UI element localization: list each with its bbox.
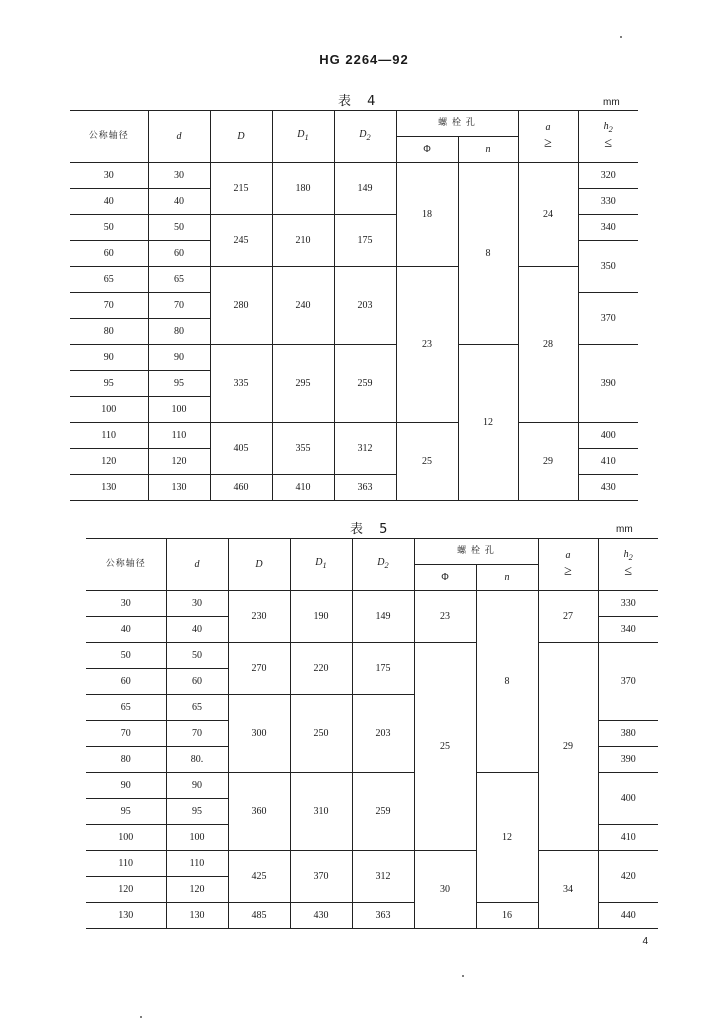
table-cell: 120 xyxy=(148,449,210,475)
table-cell: 420 xyxy=(598,851,658,903)
table-cell: 30 xyxy=(70,163,148,189)
table-cell: 390 xyxy=(578,345,638,423)
table-cell: 28 xyxy=(518,267,578,423)
table-cell: 65 xyxy=(148,267,210,293)
table-cell: 363 xyxy=(352,903,414,929)
table-cell: 270 xyxy=(228,643,290,695)
table-cell: 410 xyxy=(272,475,334,501)
table-cell: 330 xyxy=(598,591,658,617)
table-cell: 40 xyxy=(148,189,210,215)
table-cell: 350 xyxy=(578,241,638,293)
table4-header-a: a ≥ xyxy=(518,111,578,163)
table-cell: 30 xyxy=(86,591,166,617)
table4-header-D: D xyxy=(210,111,272,163)
table-cell: 60 xyxy=(86,669,166,695)
table-cell: 27 xyxy=(538,591,598,643)
table-cell: 8 xyxy=(476,591,538,773)
table-cell: 363 xyxy=(334,475,396,501)
table4 xyxy=(70,110,638,501)
table-cell: 310 xyxy=(290,773,352,851)
table-cell: 259 xyxy=(352,773,414,851)
table-cell: 240 xyxy=(272,267,334,345)
page-number: 4 xyxy=(642,936,648,947)
table-cell: 320 xyxy=(578,163,638,189)
table-cell: 210 xyxy=(272,215,334,267)
table-cell: 40 xyxy=(86,617,166,643)
table-cell: 215 xyxy=(210,163,272,215)
table-cell: 370 xyxy=(578,293,638,345)
table4-header-D2: $D_2$ xyxy=(334,111,396,163)
table-cell: 410 xyxy=(598,825,658,851)
table-cell: 40 xyxy=(166,617,228,643)
scan-speck xyxy=(140,1016,142,1018)
table-cell: 29 xyxy=(538,643,598,851)
table-cell: 80 xyxy=(148,319,210,345)
table-cell: 370 xyxy=(598,643,658,721)
table-cell: 100 xyxy=(148,397,210,423)
table-cell: 340 xyxy=(598,617,658,643)
table-cell: 29 xyxy=(518,423,578,501)
table-cell: 30 xyxy=(414,851,476,929)
table-cell: 65 xyxy=(70,267,148,293)
table-cell: 34 xyxy=(538,851,598,929)
table5-header-D1: $D_1$ xyxy=(290,539,352,591)
table-cell: 410 xyxy=(578,449,638,475)
table-cell: 220 xyxy=(290,643,352,695)
table-cell: 65 xyxy=(86,695,166,721)
table-cell: 65 xyxy=(166,695,228,721)
table-cell: 120 xyxy=(166,877,228,903)
table5-header-a: a ≥ xyxy=(538,539,598,591)
table4-header-D1: $D_1$ xyxy=(272,111,334,163)
table-cell: 12 xyxy=(476,773,538,903)
table-cell: 130 xyxy=(148,475,210,501)
table-cell: 100 xyxy=(166,825,228,851)
table-cell: 460 xyxy=(210,475,272,501)
table-cell: 300 xyxy=(228,695,290,773)
table-cell: 370 xyxy=(290,851,352,903)
table4-header-h2: $h_2$ ≤ xyxy=(578,111,638,163)
table-cell: 50 xyxy=(86,643,166,669)
table-cell: 120 xyxy=(70,449,148,475)
table-cell: 70 xyxy=(70,293,148,319)
table-cell: 40 xyxy=(70,189,148,215)
table-cell: 90 xyxy=(148,345,210,371)
table-cell: 130 xyxy=(70,475,148,501)
table5-header-D2: $D_2$ xyxy=(352,539,414,591)
table-cell: 180 xyxy=(272,163,334,215)
table-cell: 100 xyxy=(86,825,166,851)
table-cell: 25 xyxy=(414,643,476,851)
table-cell: 430 xyxy=(578,475,638,501)
table4-unit: mm xyxy=(603,97,620,108)
table-cell: 70 xyxy=(166,721,228,747)
table-cell: 90 xyxy=(166,773,228,799)
table-cell: 95 xyxy=(70,371,148,397)
table-cell: 400 xyxy=(598,773,658,825)
table4-header-n: n xyxy=(458,137,518,163)
table-cell: 335 xyxy=(210,345,272,423)
table-cell: 23 xyxy=(414,591,476,643)
table-cell: 80 xyxy=(70,319,148,345)
table-cell: 50 xyxy=(166,643,228,669)
table5-header-h2: $h_2$ ≤ xyxy=(598,539,658,591)
table-cell: 340 xyxy=(578,215,638,241)
table-cell: 149 xyxy=(334,163,396,215)
table-cell: 175 xyxy=(352,643,414,695)
table-cell: 190 xyxy=(290,591,352,643)
table-cell: 203 xyxy=(334,267,396,345)
table-cell: 23 xyxy=(396,267,458,423)
table-cell: 95 xyxy=(166,799,228,825)
table5-header-nominal: 公称轴径 xyxy=(86,539,166,591)
scan-speck xyxy=(620,36,622,38)
table5 xyxy=(86,538,658,929)
table-cell: 8 xyxy=(458,163,518,345)
table-cell: 30 xyxy=(166,591,228,617)
table-cell: 360 xyxy=(228,773,290,851)
table-cell: 60 xyxy=(148,241,210,267)
table-cell: 18 xyxy=(396,163,458,267)
table-cell: 330 xyxy=(578,189,638,215)
table-cell: 440 xyxy=(598,903,658,929)
table-cell: 80 xyxy=(86,747,166,773)
table-cell: 380 xyxy=(598,721,658,747)
table-cell: 70 xyxy=(148,293,210,319)
table-cell: 50 xyxy=(148,215,210,241)
table-cell: 230 xyxy=(228,591,290,643)
table-cell: 50 xyxy=(70,215,148,241)
table4-caption: 表 4 xyxy=(338,94,382,109)
table4-header-phi: Φ xyxy=(396,137,458,163)
table-cell: 95 xyxy=(86,799,166,825)
table-cell: 355 xyxy=(272,423,334,475)
table-cell: 95 xyxy=(148,371,210,397)
table5-header-d: d xyxy=(166,539,228,591)
table4-header-bolt-hole: 螺 栓 孔 xyxy=(396,111,518,137)
table-cell: 120 xyxy=(86,877,166,903)
table-cell: 259 xyxy=(334,345,396,423)
table-cell: 130 xyxy=(166,903,228,929)
table-cell: 110 xyxy=(86,851,166,877)
table5-header-bolt-hole: 螺 栓 孔 xyxy=(414,539,538,565)
table-cell: 110 xyxy=(148,423,210,449)
table-cell: 60 xyxy=(166,669,228,695)
table-cell: 25 xyxy=(396,423,458,501)
table-cell: 390 xyxy=(598,747,658,773)
table-cell: 70 xyxy=(86,721,166,747)
table4-header-d: d xyxy=(148,111,210,163)
table-cell: 312 xyxy=(352,851,414,903)
table-cell: 149 xyxy=(352,591,414,643)
table-cell: 250 xyxy=(290,695,352,773)
table-cell: 130 xyxy=(86,903,166,929)
table5-caption: 表 5 xyxy=(350,522,394,537)
table5-header-n: n xyxy=(476,565,538,591)
table-cell: 425 xyxy=(228,851,290,903)
table-cell: 203 xyxy=(352,695,414,773)
table-cell: 16 xyxy=(476,903,538,929)
table-cell: 175 xyxy=(334,215,396,267)
table-cell: 280 xyxy=(210,267,272,345)
table-cell: 12 xyxy=(458,345,518,501)
table-cell: 312 xyxy=(334,423,396,475)
table-cell: 30 xyxy=(148,163,210,189)
table-cell: 90 xyxy=(86,773,166,799)
table-cell: 405 xyxy=(210,423,272,475)
table-cell: 400 xyxy=(578,423,638,449)
scan-speck xyxy=(462,975,464,977)
table4-header-nominal: 公称轴径 xyxy=(70,111,148,163)
table-cell: 90 xyxy=(70,345,148,371)
table5-unit: mm xyxy=(616,524,633,535)
table-cell: 485 xyxy=(228,903,290,929)
table-cell: 295 xyxy=(272,345,334,423)
table-cell: 60 xyxy=(70,241,148,267)
table-cell: 245 xyxy=(210,215,272,267)
document-code: HG 2264—92 xyxy=(319,52,409,67)
table-cell: 110 xyxy=(166,851,228,877)
table-cell: 100 xyxy=(70,397,148,423)
table5-header-phi: Φ xyxy=(414,565,476,591)
table-cell: 24 xyxy=(518,163,578,267)
table-cell: 430 xyxy=(290,903,352,929)
table5-header-D: D xyxy=(228,539,290,591)
table-cell: 80. xyxy=(166,747,228,773)
table-cell: 110 xyxy=(70,423,148,449)
